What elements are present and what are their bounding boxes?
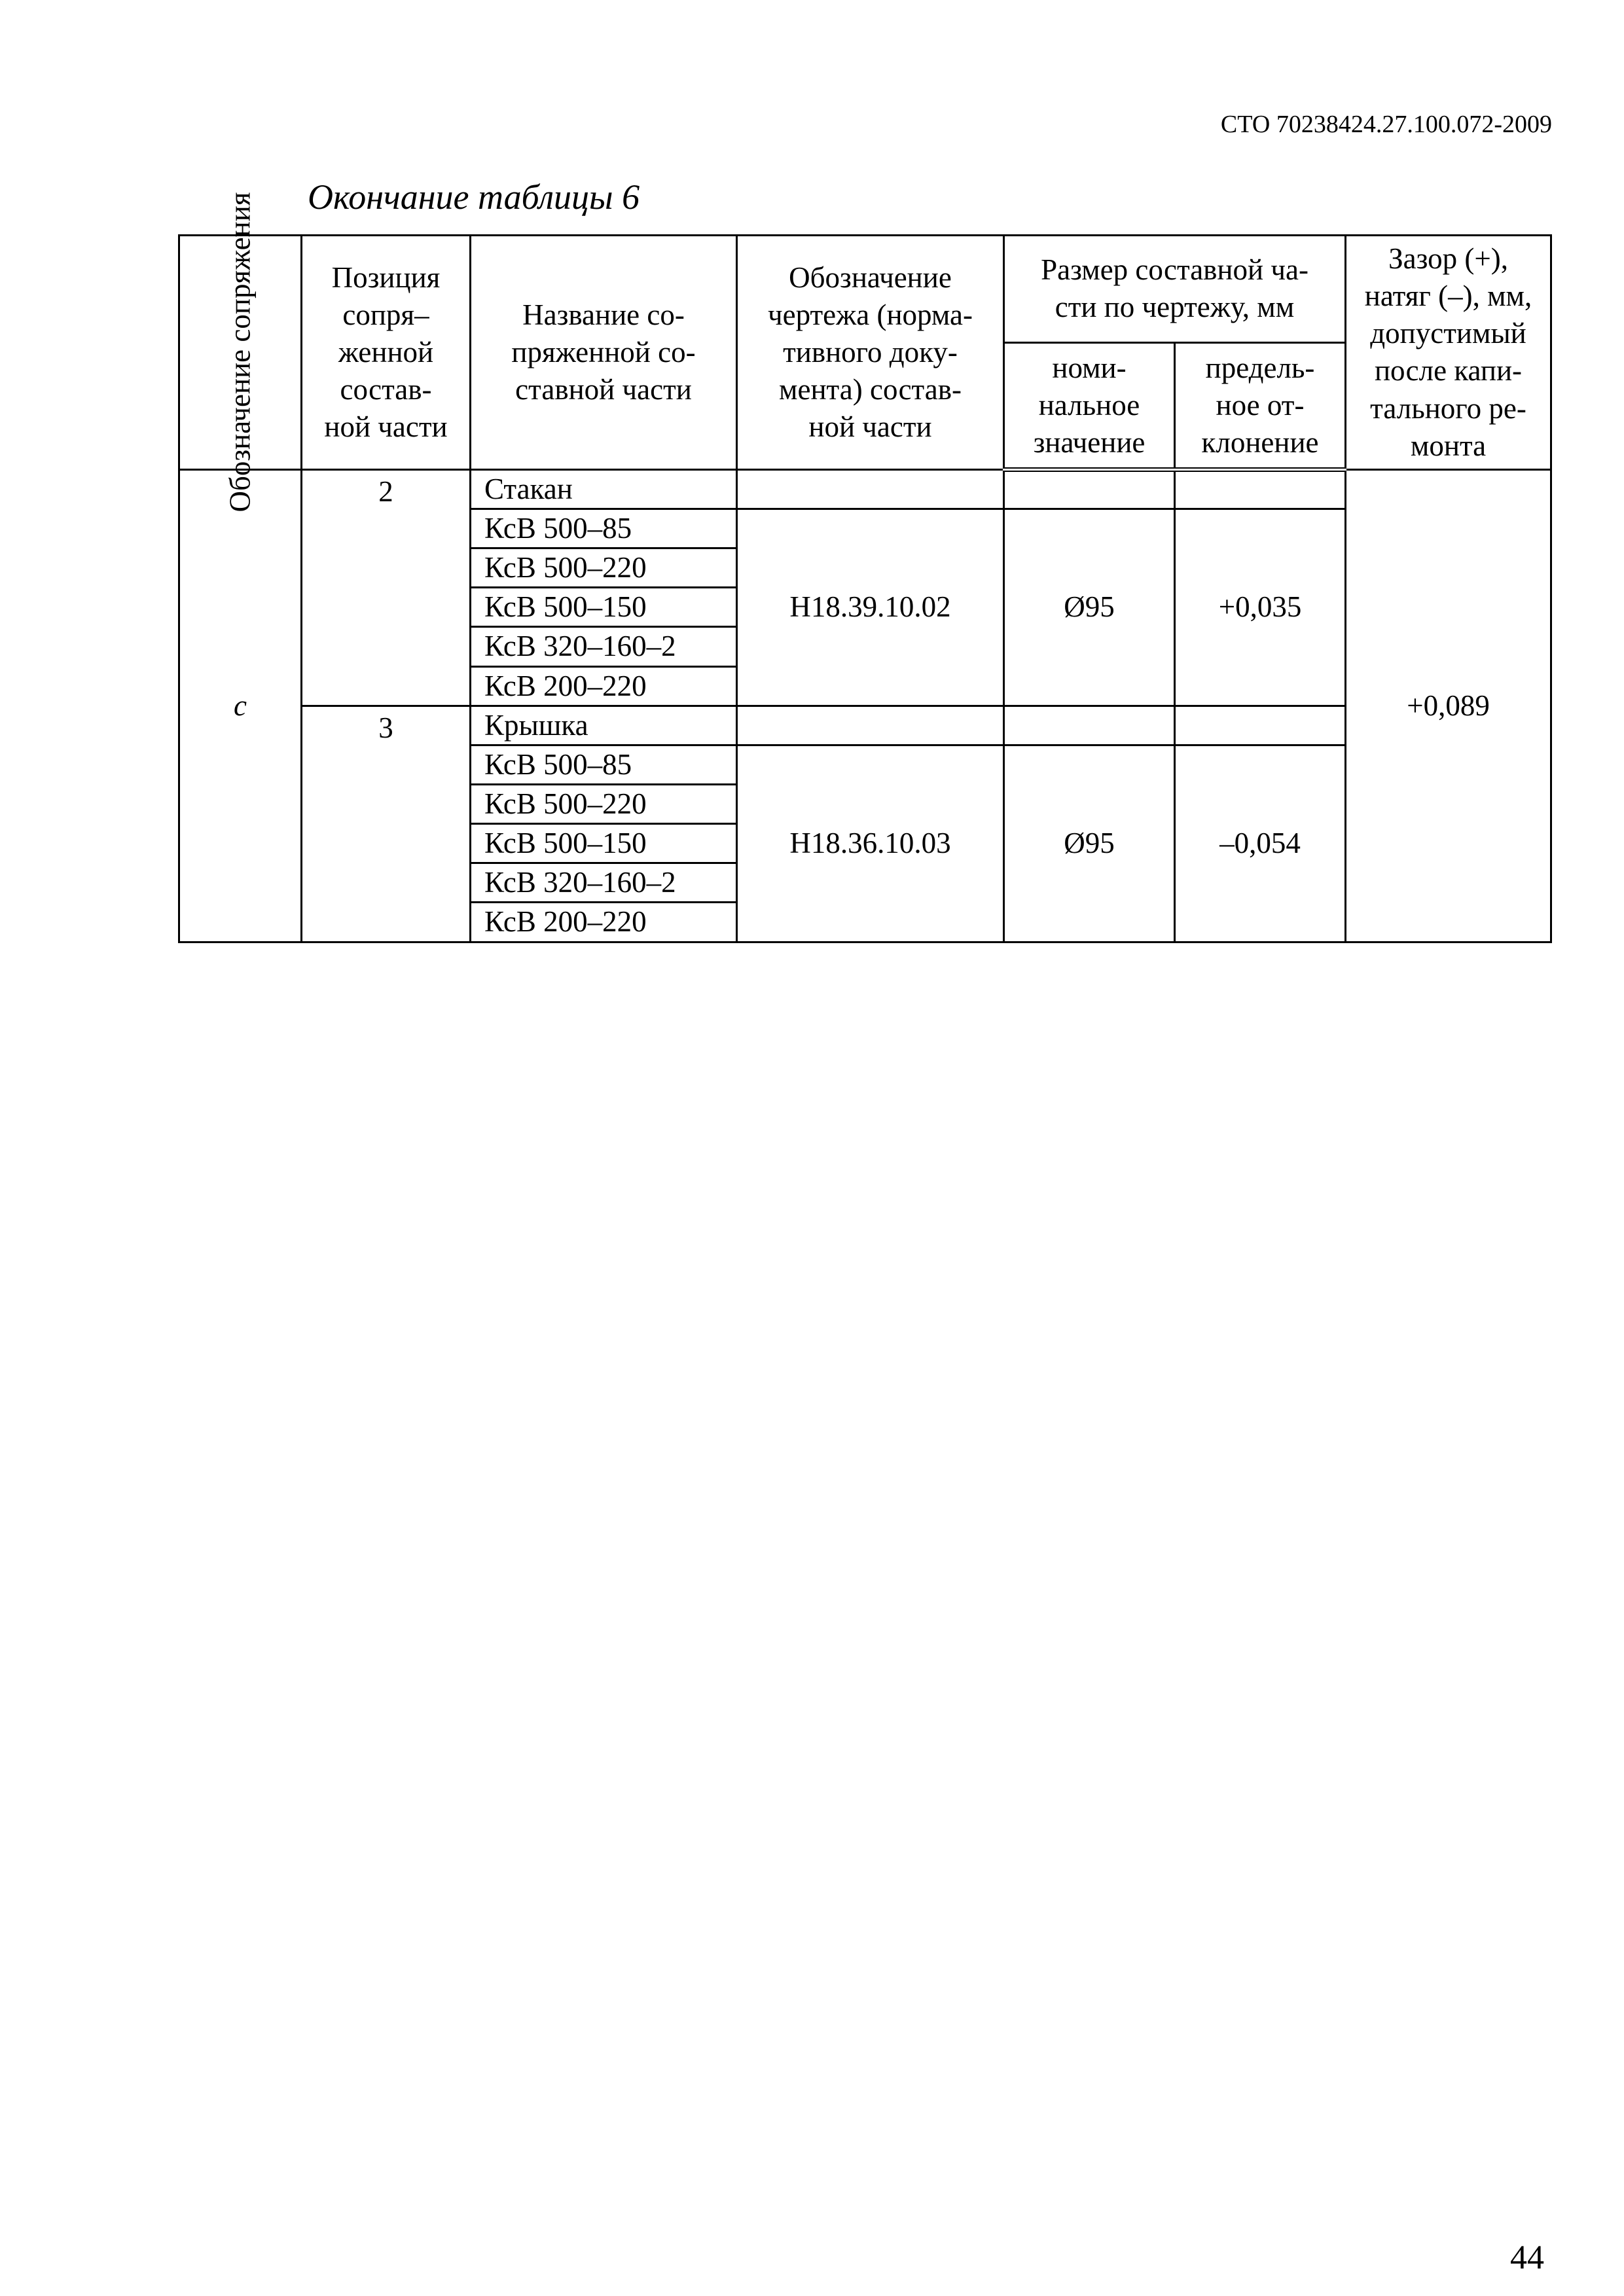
empty-cell — [737, 469, 1004, 509]
table-row — [179, 469, 1551, 509]
empty-cell — [1004, 706, 1175, 745]
item-cell: КсВ 500–85 — [471, 509, 737, 548]
empty-cell — [1175, 469, 1346, 509]
header-part-name: Название со- пряженной со- ставной части — [471, 236, 737, 470]
clearance-value-cell: +0,089 — [1346, 469, 1551, 942]
empty-cell — [737, 706, 1004, 745]
position-cell: 3 — [302, 706, 471, 942]
header-nominal: номи- нальное значение — [1004, 342, 1175, 469]
drawing-cell: Н18.36.10.03 — [737, 745, 1004, 942]
header-position: Позиция сопря– женной состав- ной части — [302, 236, 471, 470]
empty-cell — [1175, 706, 1346, 745]
part-name-cell: Крышка — [471, 706, 737, 745]
item-cell: КсВ 500–150 — [471, 588, 737, 627]
header-deviation: предель- ное от- клонение — [1175, 342, 1346, 469]
nominal-cell: Ø95 — [1004, 509, 1175, 706]
item-cell: КсВ 320–160–2 — [471, 627, 737, 666]
item-cell: КсВ 500–150 — [471, 824, 737, 863]
page-number: 44 — [1510, 2239, 1544, 2276]
item-cell: КсВ 320–160–2 — [471, 863, 737, 903]
empty-cell — [1004, 469, 1175, 509]
table-row — [179, 706, 1551, 745]
header-mate-designation-text: Обозначение сопряжения — [223, 192, 257, 512]
table-caption: Окончание таблицы 6 — [308, 177, 640, 217]
deviation-cell: –0,054 — [1175, 745, 1346, 942]
drawing-cell: Н18.39.10.02 — [737, 509, 1004, 706]
nominal-cell: Ø95 — [1004, 745, 1175, 942]
mate-designation-cell: с — [179, 469, 302, 942]
part-name-cell: Стакан — [471, 469, 737, 509]
deviation-cell: +0,035 — [1175, 509, 1346, 706]
document-code: СТО 70238424.27.100.072-2009 — [1220, 111, 1552, 138]
item-cell: КсВ 200–220 — [471, 666, 737, 706]
header-size-group: Размер составной ча- сти по чертежу, мм — [1004, 236, 1346, 343]
header-mate-designation — [179, 192, 302, 512]
item-cell: КсВ 200–220 — [471, 903, 737, 942]
item-cell: КсВ 500–220 — [471, 548, 737, 588]
item-cell: КсВ 500–220 — [471, 784, 737, 823]
position-cell: 2 — [302, 469, 471, 706]
header-clearance: Зазор (+), натяг (–), мм, допустимый после капи- тального ре- монта — [1346, 236, 1551, 470]
header-drawing: Обозначение чертежа (норма- тивного доку- мента) состав- ной части — [737, 236, 1004, 470]
item-cell: КсВ 500–85 — [471, 745, 737, 784]
